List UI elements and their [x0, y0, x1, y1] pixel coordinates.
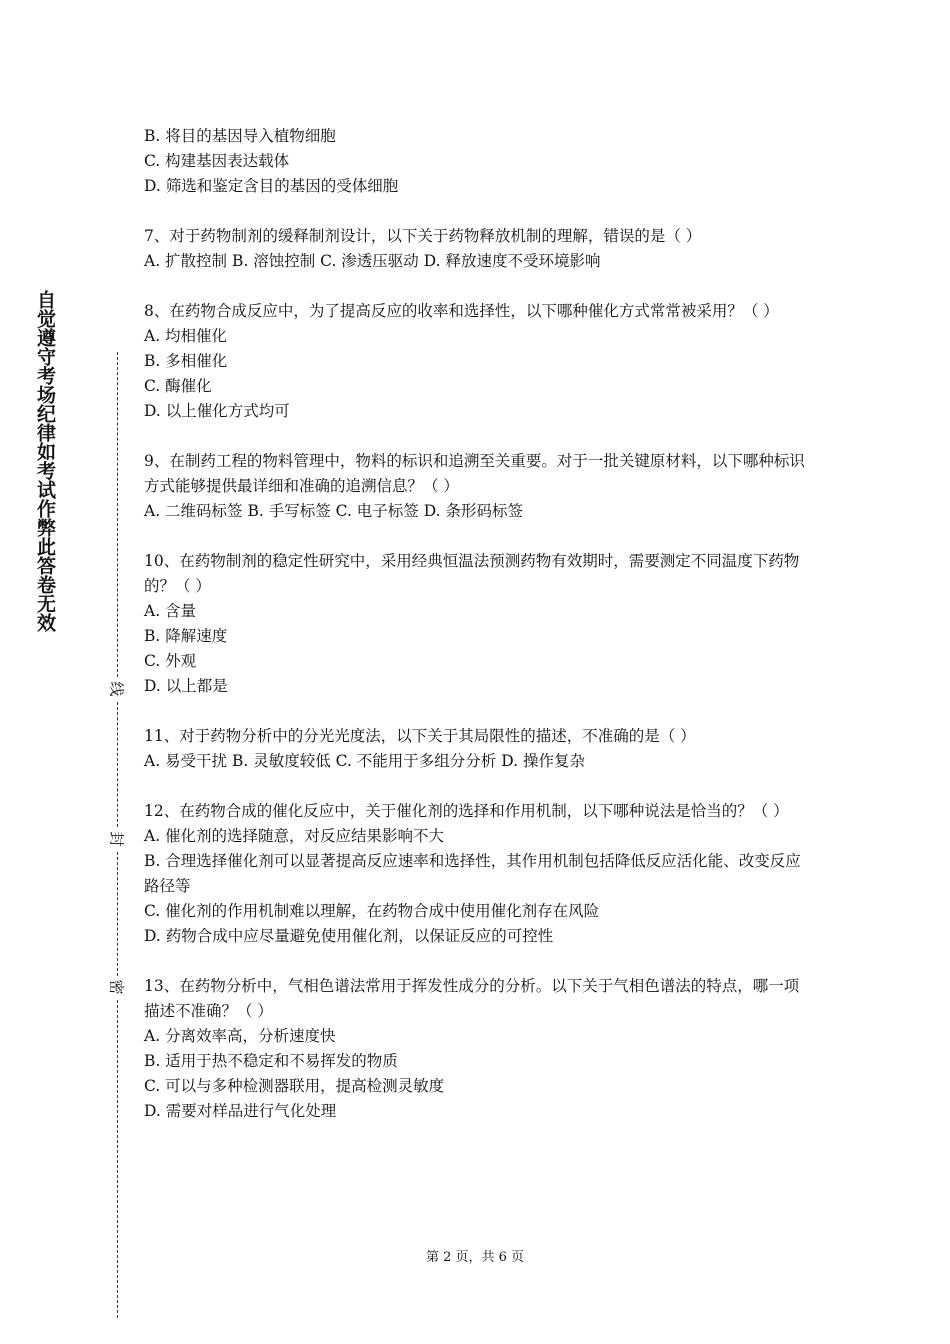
option-line: B. 降解速度	[144, 627, 228, 645]
question-7	[144, 224, 814, 274]
question-13	[144, 974, 814, 1124]
option-line: A. 分离效率高，分析速度快	[144, 1027, 336, 1045]
option-line: C. 酶催化	[144, 377, 212, 395]
question-text: 9、在制药工程的物料管理中，物料的标识和追溯至关重要。对于一批关键原材料，以下哪种标识方式能够提供最详细和准确的追溯信息？（ ）	[144, 452, 805, 495]
option-line: D. 以上都是	[144, 677, 228, 695]
option-line: C. 构建基因表达载体	[144, 152, 290, 170]
question-11	[144, 724, 814, 774]
option-line: B. 适用于热不稳定和不易挥发的物质	[144, 1052, 398, 1070]
binding-line-segment	[117, 702, 118, 827]
option-line: A. 均相催化	[144, 327, 228, 345]
question-6-continued	[144, 124, 814, 199]
question-text: 8、在药物合成反应中，为了提高反应的收率和选择性，以下哪种催化方式常常被采用？（ ）	[144, 302, 779, 320]
question-9	[144, 449, 814, 524]
question-text: 10、在药物制剂的稳定性研究中，采用经典恒温法预测药物有效期时，需要测定不同温度下药物的？（ ）	[144, 552, 800, 595]
question-list	[144, 124, 814, 1124]
question-text: 12、在药物合成的催化反应中，关于催化剂的选择和作用机制，以下哪种说法是恰当的？（ ）	[144, 802, 789, 820]
option-line: D. 筛选和鉴定含目的基因的受体细胞	[144, 177, 399, 195]
option-line: C. 可以与多种检测器联用，提高检测灵敏度	[144, 1077, 445, 1095]
option-line: B. 将目的基因导入植物细胞	[144, 127, 336, 145]
question-text: 11、对于药物分析中的分光光度法，以下关于其局限性的描述，不准确的是（ ）	[144, 727, 696, 745]
exam-discipline-warning: 自觉遵守考场纪律如考试作弊此答卷无效	[34, 290, 56, 632]
question-text: 7、对于药物制剂的缓释制剂设计，以下关于药物释放机制的理解，错误的是（ ）	[144, 227, 702, 245]
question-10	[144, 549, 814, 699]
option-line: B. 多相催化	[144, 352, 228, 370]
seal-word-line: 线	[106, 680, 128, 698]
option-line: A. 二维码标签 B. 手写标签 C. 电子标签 D. 条形码标签	[144, 502, 523, 520]
option-line: A. 含量	[144, 602, 197, 620]
option-line: D. 药物合成中应尽量避免使用催化剂，以保证反应的可控性	[144, 927, 554, 945]
option-line: D. 需要对样品进行气化处理	[144, 1102, 337, 1120]
option-line: B. 合理选择催化剂可以显著提高反应速率和选择性，其作用机制包括降低反应活化能、改变反应路径等	[144, 852, 801, 895]
binding-line-segment	[117, 852, 118, 976]
question-text: 13、在药物分析中，气相色谱法常用于挥发性成分的分析。以下关于气相色谱法的特点，哪一项描述不准确？（ ）	[144, 977, 800, 1020]
binding-line-segment	[117, 1000, 118, 1318]
question-8	[144, 299, 814, 424]
option-line: D. 以上催化方式均可	[144, 402, 290, 420]
option-line: A. 易受干扰 B. 灵敏度较低 C. 不能用于多组分分析 D. 操作复杂	[144, 752, 585, 770]
seal-word-seal: 封	[106, 830, 128, 848]
option-line: C. 外观	[144, 652, 197, 670]
option-line: A. 扩散控制 B. 溶蚀控制 C. 渗透压驱动 D. 释放速度不受环境影响	[144, 252, 601, 270]
option-line: C. 催化剂的作用机制难以理解，在药物合成中使用催化剂存在风险	[144, 902, 600, 920]
binding-line-segment	[117, 352, 118, 677]
seal-word-secret: 密	[106, 978, 128, 996]
option-line: A. 催化剂的选择随意，对反应结果影响不大	[144, 827, 445, 845]
question-12	[144, 799, 814, 949]
page-number: 第 2 页，共 6 页	[425, 1250, 525, 1265]
